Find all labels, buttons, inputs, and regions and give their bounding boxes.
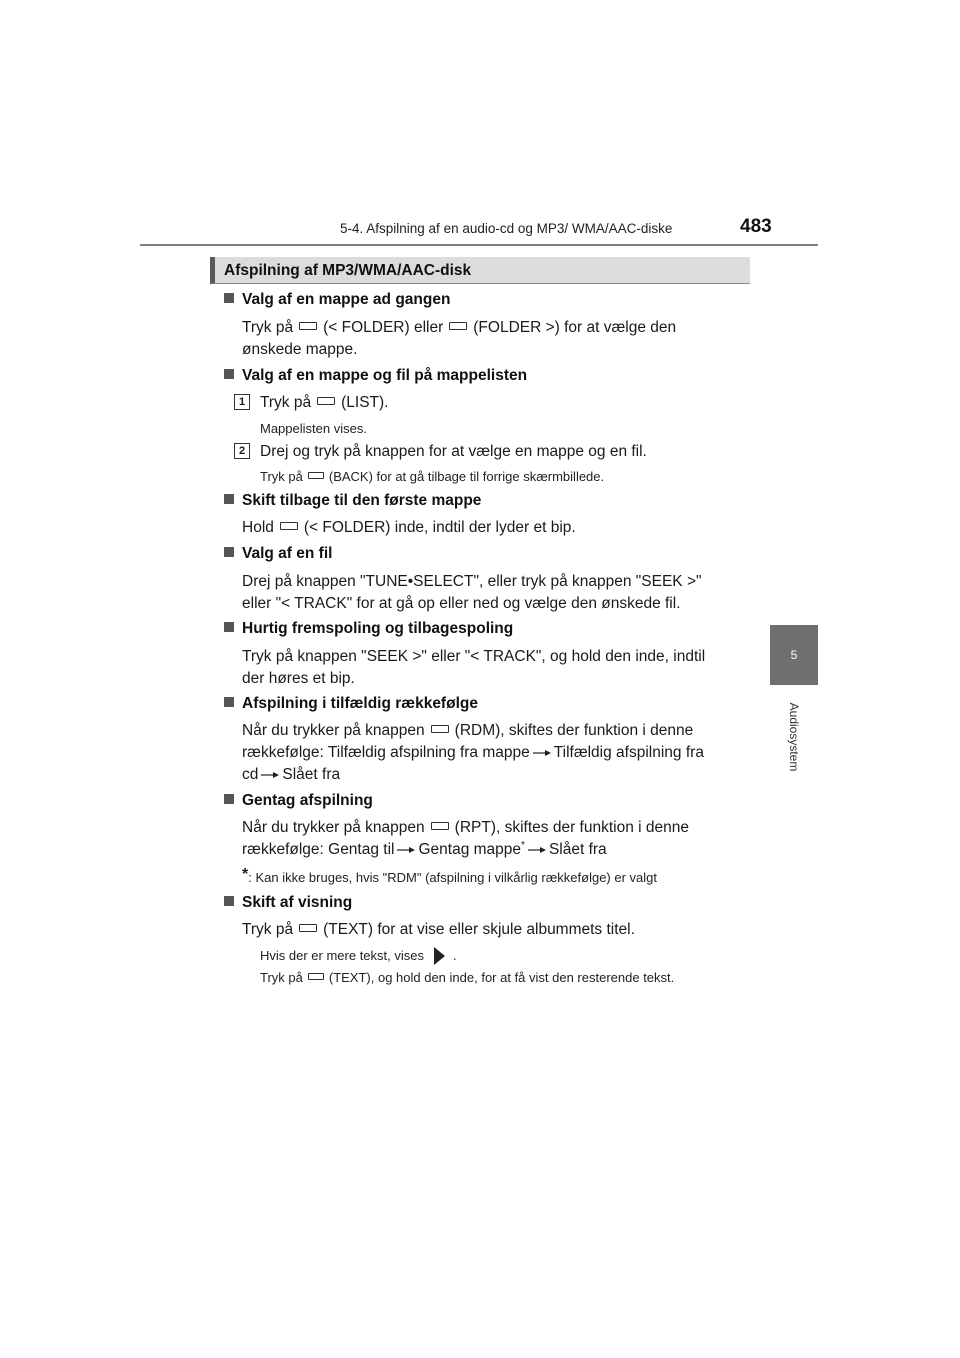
- para-select-file-line1: Drej på knappen "TUNE•SELECT", eller tryk på knappen "SEEK >": [242, 573, 702, 590]
- bullet-square-icon: [224, 494, 234, 504]
- button-icon: [299, 322, 317, 330]
- arrow-right-icon: [533, 749, 551, 757]
- heading-folder-list: Valg af en mappe og fil på mappelisten: [224, 367, 527, 385]
- footnote-marker: *: [521, 839, 525, 851]
- button-icon: [308, 973, 324, 980]
- bullet-square-icon: [224, 293, 234, 303]
- bullet-square-icon: [224, 794, 234, 804]
- step-number-2: 2: [234, 443, 250, 459]
- header-rule: [140, 244, 818, 246]
- footnote-repeat: *: Kan ikke bruges, hvis "RDM" (afspilning i vilkårlig rækkefølge) er valgt: [242, 866, 657, 885]
- running-header: 5-4. Afspilning af en audio-cd og MP3/ WMA/AAC-diske: [340, 221, 673, 236]
- button-icon: [299, 924, 317, 932]
- button-icon: [280, 522, 298, 530]
- step-2-text: Drej og tryk på knappen for at vælge en mappe og en fil.: [260, 443, 647, 460]
- arrow-right-icon: [528, 846, 546, 854]
- heading-display: Skift af visning: [224, 894, 352, 912]
- step-number-1: 1: [234, 394, 250, 410]
- heading-first-folder: Skift tilbage til den første mappe: [224, 492, 481, 510]
- arrow-right-icon: [261, 771, 279, 779]
- para-random-line1: Når du trykker på knappen (RDM), skiftes der funktion i denne: [242, 722, 694, 739]
- para-first-folder: Hold (< FOLDER) inde, indtil der lyder et bip.: [242, 519, 576, 536]
- button-icon: [431, 822, 449, 830]
- para-repeat-line1: Når du trykker på knappen (RPT), skiftes der funktion i denne: [242, 819, 689, 836]
- bullet-square-icon: [224, 697, 234, 707]
- button-icon: [449, 322, 467, 330]
- display-note-1: Hvis der er mere tekst, vises .: [260, 948, 457, 963]
- section-title: Afspilning af MP3/WMA/AAC-disk: [224, 262, 472, 279]
- chapter-side-label: [780, 692, 808, 782]
- button-icon: [308, 472, 324, 479]
- button-icon: [317, 397, 335, 405]
- heading-repeat: Gentag afspilning: [224, 792, 373, 810]
- para-random-line3: cd Slået fra: [242, 766, 341, 783]
- step-2-note: Tryk på (BACK) for at gå tilbage til forrige skærmbillede.: [260, 469, 605, 484]
- bullet-square-icon: [224, 369, 234, 379]
- para-folder-line1: Tryk på (< FOLDER) eller (FOLDER >) for at vælge den: [242, 319, 677, 336]
- page-number: 483: [740, 216, 772, 237]
- heading-folder-select: Valg af en mappe ad gangen: [224, 291, 450, 309]
- bullet-square-icon: [224, 622, 234, 632]
- step-1-text: Tryk på (LIST).: [260, 394, 389, 411]
- para-fast-forward-line1: Tryk på knappen "SEEK >" eller "< TRACK", og hold den inde, indtil: [242, 648, 706, 665]
- heading-random: Afspilning i tilfældig rækkefølge: [224, 695, 478, 713]
- para-fast-forward-line2: der høres et bip.: [242, 670, 355, 687]
- para-folder-line2: ønskede mappe.: [242, 341, 358, 358]
- para-repeat-line2: rækkefølge: Gentag til Gentag mappe* Slået fra: [242, 839, 607, 858]
- step-1-note: Mappelisten vises.: [260, 421, 367, 436]
- play-triangle-icon: [434, 947, 445, 965]
- bullet-square-icon: [224, 896, 234, 906]
- para-display: Tryk på (TEXT) for at vise eller skjule albummets titel.: [242, 921, 635, 938]
- chapter-side-label-text: Audiosystem: [787, 702, 801, 772]
- chapter-tab: 5: [770, 625, 818, 685]
- heading-fast-forward: Hurtig fremspoling og tilbagespoling: [224, 620, 513, 638]
- arrow-right-icon: [397, 846, 415, 854]
- button-icon: [431, 725, 449, 733]
- para-select-file-line2: eller "< TRACK" for at gå op eller ned og vælge den ønskede fil.: [242, 595, 681, 612]
- bullet-square-icon: [224, 547, 234, 557]
- display-note-2: Tryk på (TEXT), og hold den inde, for at få vist den resterende tekst.: [260, 970, 675, 985]
- heading-select-file: Valg af en fil: [224, 545, 332, 563]
- para-random-line2: rækkefølge: Tilfældig afspilning fra mappe Tilfældig afspilning fra: [242, 744, 704, 761]
